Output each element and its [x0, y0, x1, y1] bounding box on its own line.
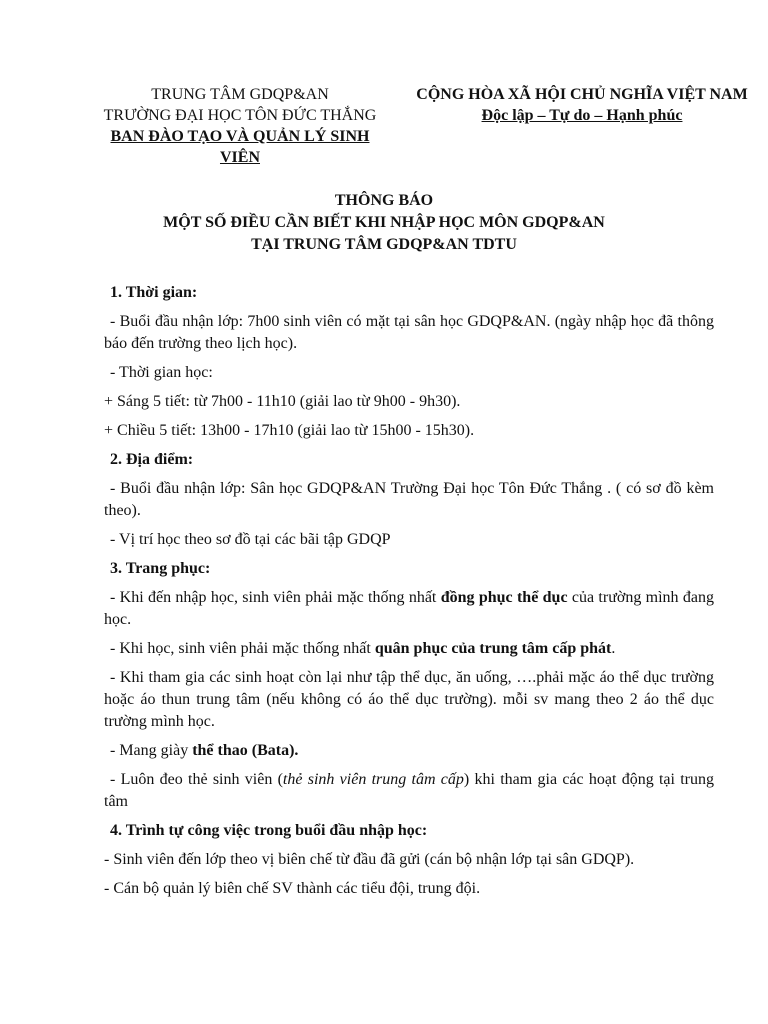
section-3-paragraph [104, 740, 714, 762]
section-3-paragraph [104, 769, 714, 813]
section-1-paragraph: - Thời gian học: [110, 364, 213, 381]
header-left [90, 84, 390, 168]
org-line-1: TRUNG TÂM GDQP&AN [151, 86, 329, 103]
section-1-paragraph: + Sáng 5 tiết: từ 7h00 - 11h10 (giải lao từ 9h00 - 9h30). [104, 393, 461, 410]
section-1-heading: 1. Thời gian: [110, 284, 198, 301]
text-run: - Luôn đeo thẻ sinh viên ( [110, 771, 283, 788]
text-run: - Khi học, sinh viên phải mặc thống nhất [110, 640, 375, 657]
text-run-italic: thẻ sinh viên trung tâm cấp [282, 771, 464, 788]
text-run-bold: thể thao (Bata). [192, 742, 299, 759]
section-3-paragraph [104, 587, 714, 631]
document-body [104, 282, 714, 907]
national-title: CỘNG HÒA XÃ HỘI CHỦ NGHĨA VIỆT NAM [416, 86, 748, 103]
national-motto: Độc lập – Tự do – Hạnh phúc [481, 107, 683, 124]
section-2-paragraph: - Buổi đầu nhận lớp: Sân học GDQP&AN Trường Đại học Tôn Đức Thắng . ( có sơ đồ kèm theo). [104, 480, 714, 519]
text-run: - Mang giày [110, 742, 193, 759]
section-4-paragraph: - Cán bộ quản lý biên chế SV thành các tiểu đội, trung đội. [104, 880, 481, 897]
document-title [0, 190, 768, 256]
section-4-paragraph: - Sinh viên đến lớp theo vị biên chế từ đầu đã gửi (cán bộ nhận lớp tại sân GDQP). [104, 851, 635, 868]
title-line-3: TẠI TRUNG TÂM GDQP&AN TDTU [251, 236, 517, 253]
org-line-2: TRƯỜNG ĐẠI HỌC TÔN ĐỨC THẮNG [103, 107, 377, 124]
text-run-bold: đồng phục thể dục [440, 589, 568, 606]
section-3-paragraph [104, 638, 714, 660]
text-run: ) khi tham gia các hoạt động tại trung tâm [104, 771, 715, 810]
text-run: của trường mình đang học. [104, 589, 714, 628]
text-run-bold: quân phục của trung tâm cấp phát [374, 640, 612, 657]
section-2-heading: 2. Địa điểm: [110, 451, 194, 468]
section-4-heading: 4. Trình tự công việc trong buổi đầu nhập học: [110, 822, 428, 839]
title-line-1: THÔNG BÁO [334, 192, 434, 209]
text-run: - Khi đến nhập học, sinh viên phải mặc thống nhất [110, 589, 441, 606]
section-3-heading: 3. Trang phục: [110, 560, 211, 577]
section-2-paragraph: - Vị trí học theo sơ đồ tại các bãi tập GDQP [110, 531, 391, 548]
title-line-2: MỘT SỐ ĐIỀU CẦN BIẾT KHI NHẬP HỌC MÔN GDQP&AN [163, 214, 605, 231]
org-line-3: BAN ĐÀO TẠO VÀ QUẢN LÝ SINH VIÊN [110, 128, 370, 166]
section-1-paragraph: - Buổi đầu nhận lớp: 7h00 sinh viên có mặt tại sân học GDQP&AN. (ngày nhập học đã thông báo đến trường theo lịch học). [104, 313, 714, 352]
header-right [412, 84, 752, 126]
section-3-paragraph: - Khi tham gia các sinh hoạt còn lại như tập thể dục, ăn uống, ….phải mặc áo thể dục trường hoặc áo thun trung tâm (nếu không có áo thể dục trường). mỗi sv mang theo 2 áo thể dục trường mình học. [104, 669, 714, 730]
text-run: . [611, 640, 616, 657]
section-1-paragraph: + Chiều 5 tiết: 13h00 - 17h10 (giải lao từ 15h00 - 15h30). [104, 422, 475, 439]
